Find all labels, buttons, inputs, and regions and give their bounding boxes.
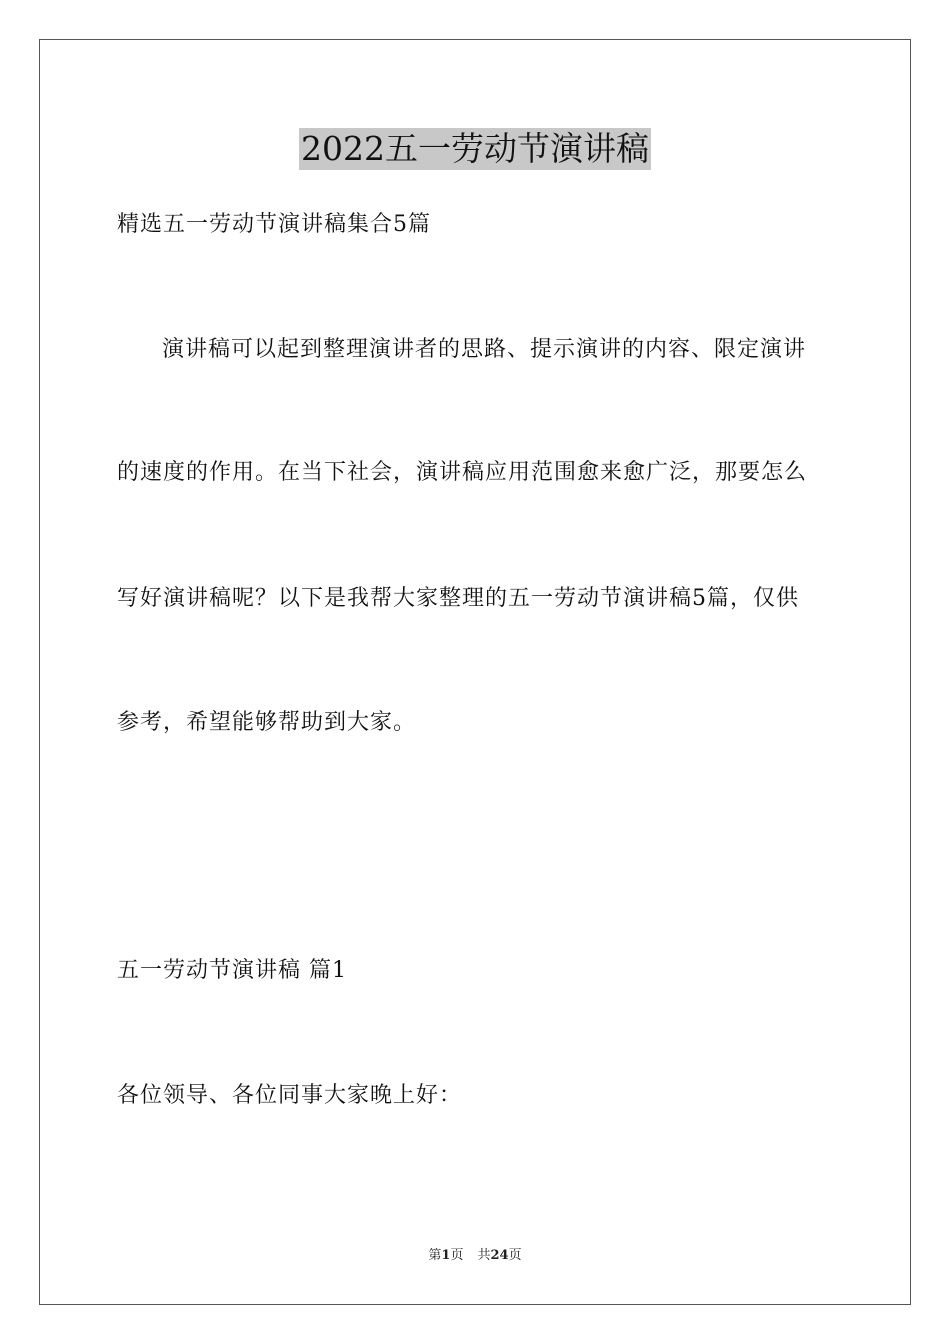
- footer-total-prefix: 共: [477, 1248, 491, 1263]
- intro-line-2: 的速度的作用。在当下社会，演讲稿应用范围愈来愈广泛，那要怎么: [117, 460, 808, 485]
- footer-page-prefix: 第: [428, 1248, 442, 1263]
- intro-line-4: 参考，希望能够帮助到大家。: [117, 710, 417, 735]
- page-footer: [0, 1247, 950, 1265]
- intro-line-3: 写好演讲稿呢？以下是我帮大家整理的五一劳动节演讲稿5篇，仅供: [117, 586, 799, 611]
- document-title: 2022五一劳动节演讲稿: [301, 129, 649, 168]
- footer-page-suffix: 页: [450, 1248, 464, 1263]
- greeting-line: 各位领导、各位同事大家晚上好：: [117, 1083, 463, 1108]
- footer-page-number: 1: [441, 1248, 451, 1263]
- title-container: [0, 128, 950, 170]
- footer-total-suffix: 页: [508, 1248, 522, 1263]
- intro-line-1: 演讲稿可以起到整理演讲者的思路、提示演讲的内容、限定演讲: [162, 337, 807, 362]
- footer-total-pages: 24: [490, 1248, 509, 1263]
- document-subtitle: 精选五一劳动节演讲稿集合5篇: [117, 212, 431, 237]
- section-heading: 五一劳动节演讲稿 篇1: [117, 958, 347, 983]
